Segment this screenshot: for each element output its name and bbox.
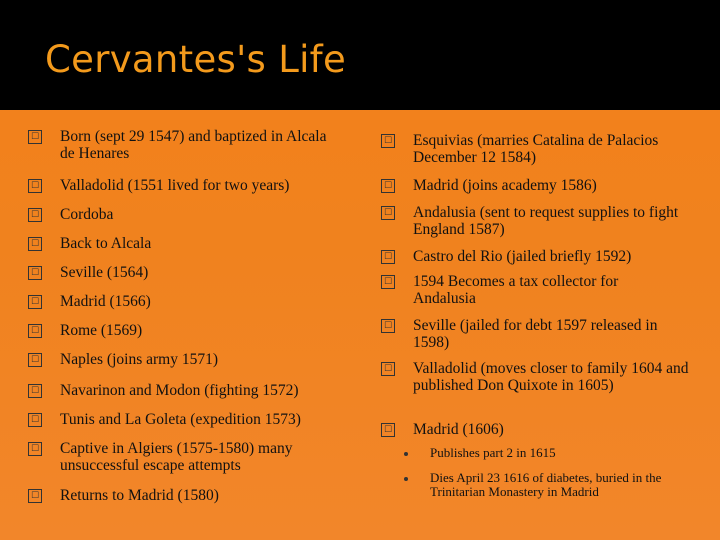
list-item-text: Born (sept 29 1547) and baptized in Alcala de Henares [60, 128, 327, 162]
bullet-icon: ☐ [381, 206, 395, 220]
list-item-text: Seville (1564) [60, 264, 149, 281]
list-item [28, 235, 151, 252]
sub-list-item-text: Dies April 23 1616 of diabetes, buried in the Trinitarian Monastery in Madrid [430, 470, 662, 499]
list-item-text: Andalusia (sent to request supplies to fight England 1587) [413, 204, 679, 238]
bullet-icon: ☐ [28, 237, 42, 251]
list-item-text: Valladolid (1551 lived for two years) [60, 177, 290, 194]
list-item-text: Captive in Algiers (1575-1580) many unsuccessful escape attempts [60, 440, 293, 474]
dot-bullet-icon [404, 477, 408, 481]
list-item [28, 264, 148, 281]
slide-title: Cervantes's Life [45, 38, 347, 81]
list-item-text: Madrid (1566) [60, 293, 151, 310]
bullet-icon: ☐ [381, 134, 395, 148]
list-item [381, 273, 683, 307]
bullet-icon: ☐ [28, 179, 42, 193]
list-item [381, 360, 703, 394]
list-item [381, 177, 597, 194]
bullet-icon: ☐ [381, 250, 395, 264]
bullet-icon: ☐ [381, 362, 395, 376]
list-item-text: Castro del Rio (jailed briefly 1592) [413, 248, 632, 265]
bullet-icon: ☐ [28, 295, 42, 309]
bullet-icon: ☐ [28, 489, 42, 503]
list-item [381, 421, 504, 438]
sub-list-item [404, 446, 556, 460]
list-item [381, 204, 698, 238]
list-item [381, 132, 683, 166]
list-item-text: Returns to Madrid (1580) [60, 487, 219, 504]
bullet-icon: ☐ [28, 413, 42, 427]
list-item-text: Esquivias (marries Catalina de Palacios December 12 1584) [413, 132, 659, 166]
bullet-icon: ☐ [381, 423, 395, 437]
list-item [381, 317, 683, 351]
list-item-text: Seville (jailed for debt 1597 released in 1598) [413, 317, 658, 351]
list-item [28, 487, 219, 504]
list-item-text: 1594 Becomes a tax collector for Andalusia [413, 273, 619, 307]
bullet-icon: ☐ [381, 179, 395, 193]
dot-bullet-icon [404, 452, 408, 456]
bullet-icon: ☐ [28, 266, 42, 280]
bullet-icon: ☐ [28, 384, 42, 398]
list-item [28, 411, 301, 428]
sub-list-item-text: Publishes part 2 in 1615 [430, 445, 556, 460]
bullet-icon: ☐ [28, 208, 42, 222]
list-item [28, 206, 113, 223]
bullet-icon: ☐ [28, 353, 42, 367]
list-item-text: Tunis and La Goleta (expedition 1573) [60, 411, 301, 428]
title-bar [0, 0, 720, 110]
bullet-icon: ☐ [381, 275, 395, 289]
list-item-text: Rome (1569) [60, 322, 143, 339]
sub-list-item [404, 471, 680, 499]
bullet-icon: ☐ [28, 130, 42, 144]
list-item [28, 382, 299, 399]
list-item-text: Valladolid (moves closer to family 1604 and published Don Quixote in 1605) [413, 360, 689, 394]
list-item-text: Naples (joins army 1571) [60, 351, 218, 368]
bullet-icon: ☐ [28, 324, 42, 338]
list-item [28, 322, 142, 339]
list-item [28, 351, 218, 368]
list-item-text: Madrid (1606) [413, 421, 504, 438]
list-item-text: Navarinon and Modon (fighting 1572) [60, 382, 299, 399]
bullet-icon: ☐ [381, 319, 395, 333]
list-item [28, 128, 340, 162]
list-item [381, 248, 631, 265]
list-item-text: Back to Alcala [60, 235, 152, 252]
bullet-icon: ☐ [28, 442, 42, 456]
list-item [28, 177, 289, 194]
list-item-text: Madrid (joins academy 1586) [413, 177, 597, 194]
list-item-text: Cordoba [60, 206, 114, 223]
list-item [28, 293, 151, 310]
list-item [28, 440, 345, 474]
